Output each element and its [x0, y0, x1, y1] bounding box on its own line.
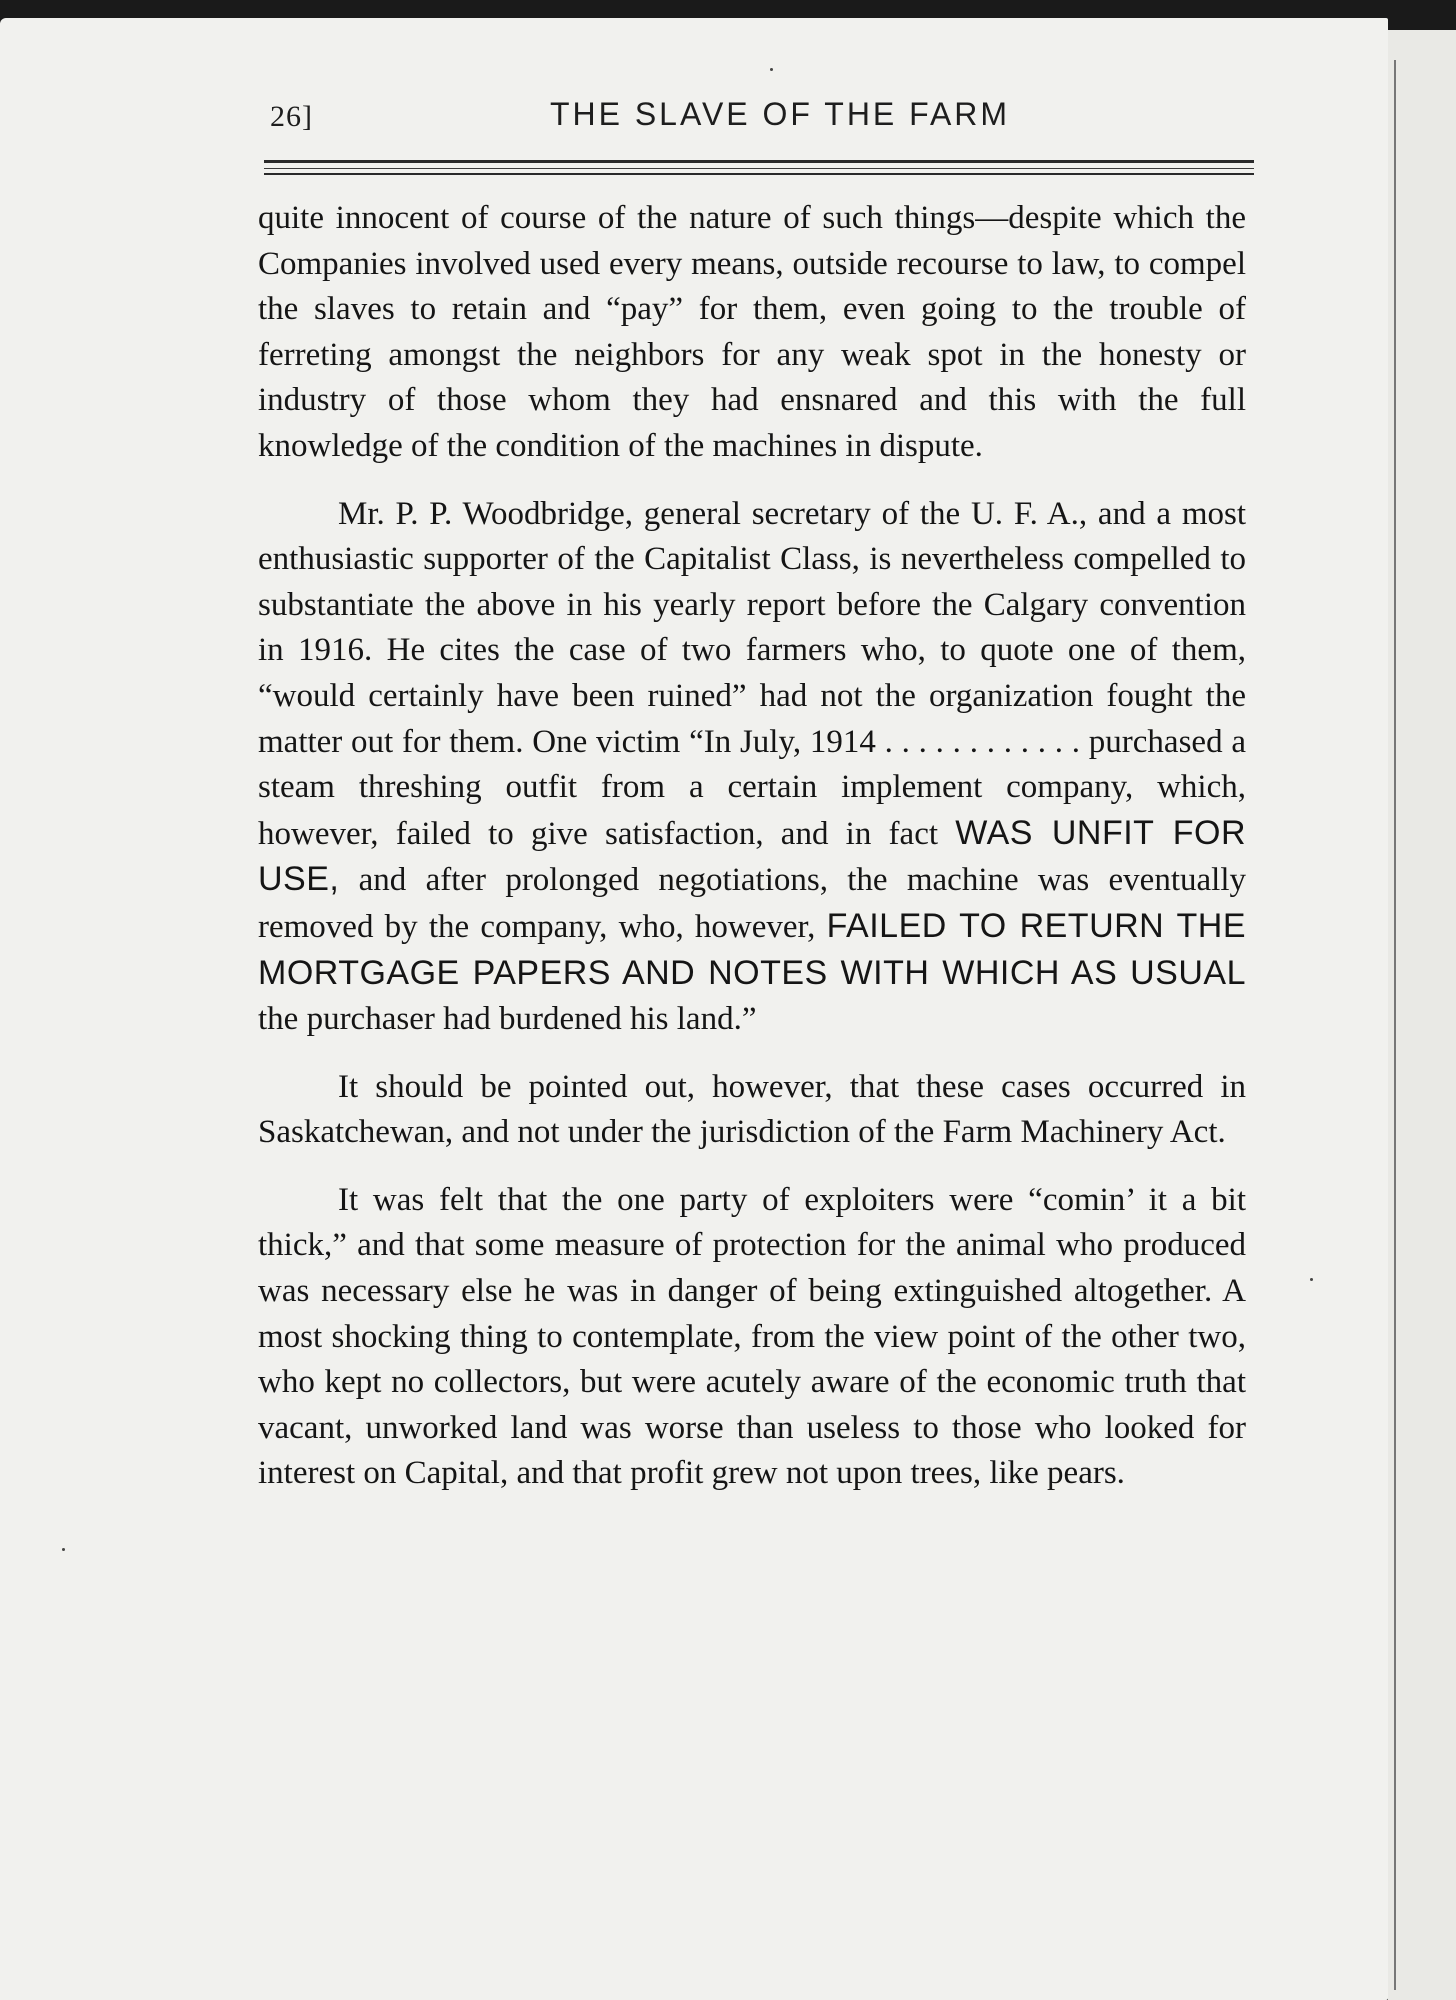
paragraph-2-text-b: and after prolonged negotiations, the machine was eventually removed by the company, who, however,: [258, 862, 1246, 945]
header-rule-thick: [264, 160, 1254, 163]
paper-speck: [1310, 1278, 1313, 1281]
header-rule-double: [264, 168, 1254, 175]
paragraph-4: [258, 1178, 1246, 1497]
emphasis-unfit-for-use: WAS UNFIT FOR USE,: [258, 813, 1247, 899]
adjacent-page-edge: [1388, 30, 1456, 2000]
paragraph-2: [258, 492, 1246, 1043]
emphasis-failed-to-return: FAILED TO RETURN THE MORTGAGE PAPERS AND NOTES WITH WHICH AS USUAL: [258, 906, 1247, 992]
page-gutter-line: [1394, 60, 1396, 1990]
paragraph-3: [258, 1065, 1246, 1156]
running-title: THE SLAVE OF THE FARM: [549, 96, 1011, 132]
page-number: 26]: [270, 100, 313, 133]
paragraph-1-text: quite innocent of course of the nature of such things—despite which the Companies involved used every means, outside recourse to law, to compel the slaves to retain and “pay” for them, even going to the trouble of ferreting amongst the neighbors for any weak spot in the honesty or industry of those whom they had ensnared and this with the full knowledge of the condition of the machines in dispute.: [258, 200, 1246, 464]
paper-speck: [770, 68, 773, 71]
paragraph-4-text: It was felt that the one party of exploiters were “comin’ it a bit thick,” and that some measure of protection for the animal who produced was necessary else he was in danger of being extinguished altogether. A most shocking thing to contemplate, from the view point of the other two, who kept no collectors, but were acutely aware of the economic truth that vacant, unworked land was worse than useless to those who looked for interest on Capital, and that profit grew not upon trees, like pears.: [258, 1181, 1246, 1492]
paragraph-1: [258, 196, 1246, 470]
paragraph-3-text: It should be pointed out, however, that these cases occurred in Saskatchewan, and not under the jurisdiction of the Farm Machinery Act.: [258, 1068, 1246, 1151]
paragraph-2-text-a: Mr. P. P. Woodbridge, general secretary of the U. F. A., and a most enthusiastic supporter of the Capitalist Class, is nevertheless compelled to substantiate the above in his yearly report before the Calgary convention in 1916. He cites the case of two farmers who, to quote one of them, “would certainly have been ruined” had not the organization fought the matter out for them. One victim “In July, 1914 . . . . . . . . . . . . purchased a steam threshing outfit from a certain implement company, which, however, failed to give satisfaction, and in fact: [258, 495, 1246, 852]
paper-speck: [62, 1548, 65, 1551]
body-text: [258, 196, 1246, 1519]
paragraph-2-text-c: the purchaser had burdened his land.”: [258, 1001, 757, 1038]
running-head: [270, 96, 1260, 156]
